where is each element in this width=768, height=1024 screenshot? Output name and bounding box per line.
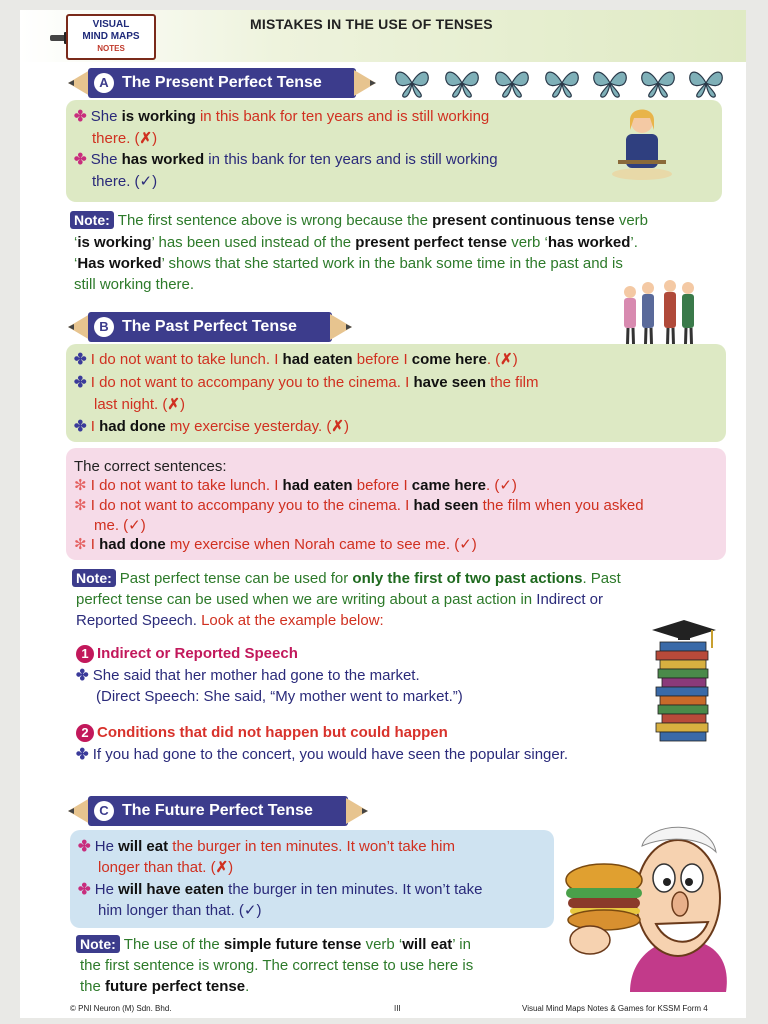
section-c-title: The Future Perfect Tense [122, 802, 313, 819]
section-b-note-line3: Reported Speech. Look at the example below: [76, 612, 384, 629]
section-c-banner [64, 796, 374, 826]
section-b-correct-2-cont: me. (✓) [94, 517, 146, 534]
cross-mark: ✗ [215, 859, 229, 876]
check-mark: ✓ [139, 173, 153, 190]
check-mark: ✓ [499, 477, 512, 494]
butterfly-icon [544, 68, 580, 98]
section-a-example-wrong: ✤ She is working in this bank for ten years and is still working [74, 108, 490, 125]
section-c-note-line3: the future perfect tense. [80, 978, 250, 995]
correct-sentences-heading: The correct sentences: [74, 458, 227, 475]
section-b-correct-3: ✻ I had done my exercise when Norah came to see me. (✓) [74, 536, 477, 553]
logo-line1: VISUAL [92, 19, 130, 30]
section-a-example-wrong-cont: there. (✗) [92, 130, 158, 147]
logo-line3: NOTES [97, 44, 125, 53]
logo-line2: MIND MAPS [82, 31, 140, 42]
point2-heading: 2 Conditions that did not happen but could happen [76, 722, 448, 744]
teacher-illustration [608, 100, 674, 182]
section-a-example-right-cont: there. (✓) [92, 173, 158, 190]
section-b-correct-2: ✻ I do not want to accompany you to the cinema. I had seen the film when you asked [74, 497, 644, 514]
section-a-note-line3: ‘Has worked’ shows that she started work in the bank some time in the past and is [74, 255, 623, 272]
pencil-tip-icon [64, 796, 90, 826]
point2-number: 2 [76, 724, 94, 742]
section-a-example-right: ✤ She has worked in this bank for ten years and is still working [74, 151, 498, 168]
cross-mark: ✗ [331, 418, 344, 435]
section-b-wrong-2-cont: last night. (✗) [94, 396, 185, 413]
pencil-tip-icon [64, 312, 90, 342]
footer-page-number: III [394, 1004, 401, 1013]
footer-copyright: © PNI Neuron (M) Sdn. Bhd. [70, 1004, 172, 1013]
textbook-page [20, 10, 746, 1018]
butterfly-icon [688, 68, 724, 98]
pencil-tip-icon [346, 796, 372, 826]
butterfly-icon [444, 68, 480, 98]
section-b-wrong-2: ✤ I do not want to accompany you to the cinema. I have seen the film [74, 374, 539, 391]
section-c-example-right-cont: him longer than that. (✓) [98, 902, 262, 919]
point1-direct-speech: (Direct Speech: She said, “My mother went to market.”) [96, 688, 463, 705]
cross-mark: ✗ [167, 396, 180, 413]
section-a-note-line2: ‘is working’ has been used instead of the present perfect tense verb ‘has worked’. [74, 234, 638, 251]
section-b-wrong-3: ✤ I had done my exercise yesterday. (✗) [74, 418, 349, 435]
section-a-title: The Present Perfect Tense [122, 74, 322, 91]
section-a-bar [88, 68, 356, 98]
butterfly-icon [394, 68, 430, 98]
footer-book-title: Visual Mind Maps Notes & Games for KSSM Form 4 [522, 1004, 708, 1013]
point1-number: 1 [76, 645, 94, 663]
logo [66, 14, 156, 60]
point1-example: ✤ She said that her mother had gone to the market. [76, 667, 420, 684]
section-c-note-line2: the first sentence is wrong. The correct tense to use here is [80, 957, 474, 974]
section-b-badge: B [94, 317, 114, 337]
butterfly-icon [640, 68, 676, 98]
page-title: MISTAKES IN THE USE OF TENSES [250, 16, 493, 32]
pencil-tip-icon [330, 312, 356, 342]
check-mark: ✓ [243, 902, 257, 919]
section-b-title: The Past Perfect Tense [122, 318, 297, 335]
pencil-tip-icon [354, 68, 380, 98]
section-a-note-line4: still working there. [74, 276, 195, 293]
book-stack-illustration [648, 618, 718, 750]
section-b-banner [64, 312, 364, 342]
section-a-banner [64, 68, 384, 98]
section-b-note-line2: perfect tense can be used when we are writing about a past action in Indirect or [76, 591, 603, 608]
note-tag: Note: [76, 935, 120, 953]
burger-cartoon-illustration [560, 816, 730, 992]
section-b-bar [88, 312, 332, 342]
section-a-note-line1: Note: The first sentence above is wrong because the present continuous tense verb [70, 210, 648, 232]
section-c-example-wrong: ✤ He will eat the burger in ten minutes. It won’t take him [78, 838, 455, 855]
point1-heading: 1 Indirect or Reported Speech [76, 643, 298, 665]
point2-example: ✤ If you had gone to the concert, you would have seen the popular singer. [76, 746, 569, 763]
butterfly-icon [494, 68, 530, 98]
section-c-bar [88, 796, 348, 826]
cross-mark: ✗ [500, 351, 513, 368]
butterfly-icon [592, 68, 628, 98]
pencil-tip-icon [64, 68, 90, 98]
section-a-badge: A [94, 73, 114, 93]
section-c-badge: C [94, 801, 114, 821]
section-b-correct-1: ✻ I do not want to take lunch. I had eaten before I came here. (✓) [74, 477, 517, 494]
note-tag: Note: [70, 211, 114, 229]
section-b-note-line1: Note: Past perfect tense can be used for only the first of two past actions. Past [72, 568, 621, 590]
section-c-example-wrong-cont: longer than that. (✗) [98, 859, 234, 876]
section-b-wrong-1: ✤ I do not want to take lunch. I had eaten before I come here. (✗) [74, 351, 518, 368]
cross-mark: ✗ [139, 130, 153, 147]
check-mark: ✓ [459, 536, 472, 553]
section-c-example-right: ✤ He will have eaten the burger in ten minutes. It won’t take [78, 881, 483, 898]
check-mark: ✓ [128, 517, 141, 534]
section-c-note-line1: Note: The use of the simple future tense verb ‘will eat’ in [76, 934, 471, 956]
note-tag: Note: [72, 569, 116, 587]
